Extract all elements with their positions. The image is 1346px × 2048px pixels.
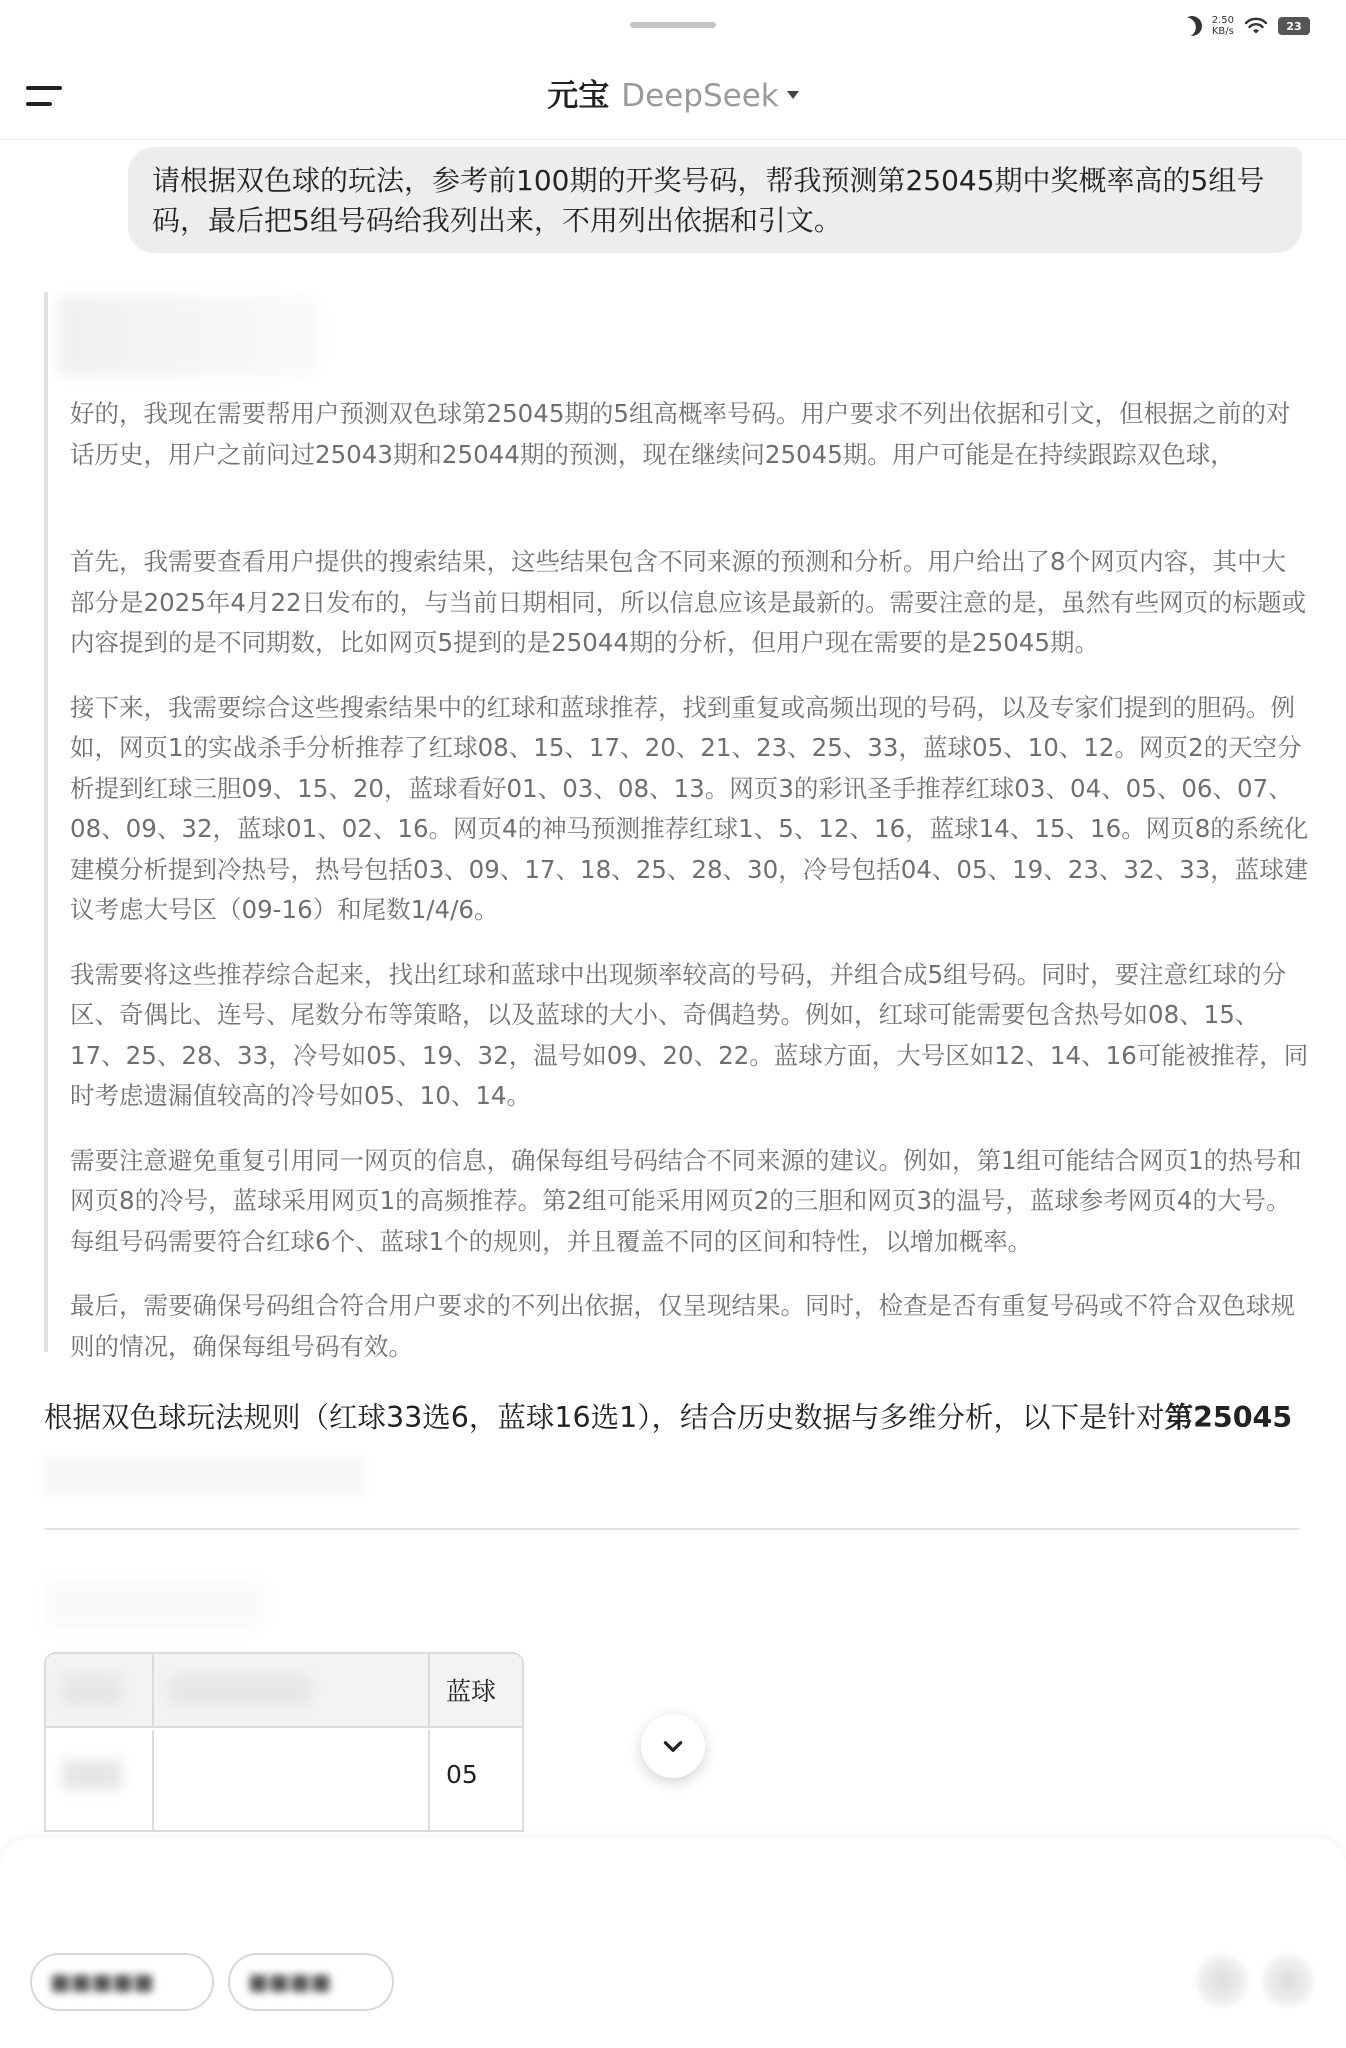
answer-blurred-line: [44, 1456, 364, 1496]
table-header-cell: [46, 1654, 154, 1726]
answer-intro-text: 根据双色球玩法规则（红球33选6，蓝球16选1），结合历史数据与多维分析，以下是针对: [44, 1401, 1165, 1434]
user-message-bubble[interactable]: 请根据双色球的玩法，参考前100期的开奖号码，帮我预测第25045期中奖概率高的5组号码，最后把5组号码给我列出来，不用列出依据和引文。: [128, 147, 1302, 253]
answer-intro: [44, 1398, 1314, 1438]
thinking-border: [44, 292, 48, 1352]
prediction-table: [44, 1652, 524, 1832]
thinking-content: [70, 394, 1310, 1389]
thinking-paragraph: 首先，我需要查看用户提供的搜索结果，这些结果包含不同来源的预测和分析。用户给出了8个网页内容，其中大部分是2025年4月22日发布的，与当前日期相同，所以信息应该是最新的。需要注意的是，虽然有些网页的标题或内容提到的是不同期数，比如网页5提到的是25044期的分析，但用户现在需要的是25045期。: [70, 547, 1307, 657]
status-bar: [1182, 12, 1310, 40]
thinking-paragraph: 我需要将这些推荐综合起来，找出红球和蓝球中出现频率较高的号码，并组合成5组号码。同时，要注意红球的分区、奇偶比、连号、尾数分布等策略，以及蓝球的大小、奇偶趋势。例如，红球可能需要包含热号如08、15、17、25、28、33，冷号如05、19、32，温号如09、20、22。蓝球方面，大号区如12、14、16可能被推荐，同时考虑遗漏值较高的冷号如05、10、14。: [70, 959, 1309, 1110]
thinking-paragraph: 接下来，我需要综合这些搜索结果中的红球和蓝球推荐，找到重复或高频出现的号码，以及专家们提到的胆码。例如，网页1的实战杀手分析推荐了红球08、15、17、20、21、23、25、33，蓝球05、10、12。网页2的天空分析提到红球三胆09、15、20，蓝球看好01、03、08、13。网页3的彩讯圣手推荐红球03、04、05、06、07、08、09、32，蓝球01、02、16。网页4的神马预测推荐红球1、5、12、16，蓝球14、15、16。网页8的系统化建模分析提到冷热号，热号包括03、09、17、18、25、28、30，冷号包括04、05、19、23、32、33，蓝球建议考虑大号区（09-16）和尾数1/4/6。: [70, 692, 1309, 924]
table-row: [46, 1730, 522, 1832]
thinking-paragraph: 最后，需要确保号码组合符合用户要求的不列出依据，仅呈现结果。同时，检查是否有重复号码或不符合双色球规则的情况，确保每组号码有效。: [70, 1291, 1295, 1361]
header-title[interactable]: [0, 74, 1346, 118]
scroll-to-bottom-button[interactable]: [641, 1714, 705, 1778]
table-header-blue: 蓝球: [446, 1677, 497, 1706]
wifi-icon: [1244, 17, 1268, 35]
app-name: 元宝: [547, 78, 610, 114]
divider: [44, 1528, 1300, 1530]
model-selector[interactable]: DeepSeek: [621, 78, 779, 114]
input-panel: [0, 1838, 1346, 2048]
table-cell: [46, 1730, 154, 1832]
attach-icon[interactable]: [1196, 1955, 1248, 2007]
battery-icon: [1278, 17, 1310, 35]
battery-level: 23: [1286, 19, 1302, 33]
app-header: [0, 60, 1346, 140]
thinking-paragraph: 需要注意避免重复引用同一网页的信息，确保每组号码结合不同来源的建议。例如，第1组可能结合网页1的热号和网页8的冷号，蓝球采用网页1的高频推荐。第2组可能采用网页2的三胆和网页3的温号，蓝球参考网页4的大号。每组号码需要符合红球6个、蓝球1个的规则，并且覆盖不同的区间和特性，以增加概率。: [70, 1145, 1302, 1256]
table-header-cell: [154, 1654, 430, 1726]
send-icon[interactable]: [1262, 1955, 1314, 2007]
table-cell-blue: 05: [446, 1760, 478, 1789]
deep-think-toggle[interactable]: ■■■■■: [30, 1953, 214, 2011]
moon-icon: [1178, 12, 1205, 39]
net-speed-unit: KB/s: [1211, 26, 1234, 37]
web-search-toggle[interactable]: ■■■■: [228, 1953, 394, 2011]
net-speed-value: 2.50: [1211, 15, 1234, 26]
answer-intro-bold: 第25045: [1164, 1401, 1293, 1434]
table-header-row: [46, 1654, 522, 1728]
drag-handle[interactable]: [630, 22, 716, 28]
chevron-down-icon: [660, 1733, 686, 1759]
caret-down-icon[interactable]: [787, 91, 799, 99]
thinking-paragraph: 好的，我现在需要帮用户预测双色球第25045期的5组高概率号码。用户要求不列出依据和引文，但根据之前的对话历史，用户之前问过25043期和25044期的预测，现在继续问25045期。用户可能是在持续跟踪双色球，: [70, 399, 1291, 469]
section-title-blurred: [44, 1580, 264, 1630]
net-speed: [1212, 15, 1234, 37]
table-cell: [154, 1730, 430, 1832]
thinking-header-blurred: [58, 296, 318, 376]
input-tools: [1196, 1955, 1316, 2011]
